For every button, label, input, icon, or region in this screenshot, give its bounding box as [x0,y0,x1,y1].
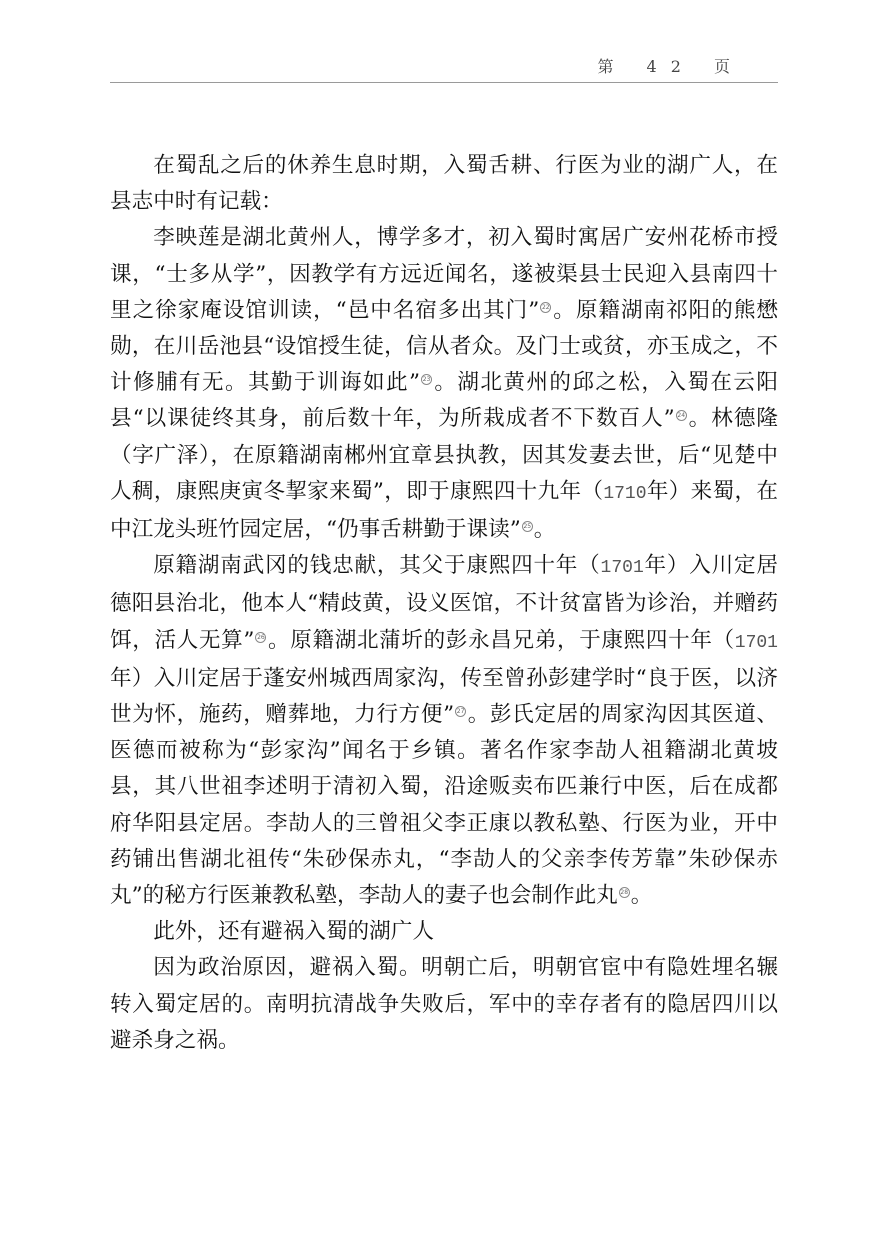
paragraph-text: 。彭氏定居的周家沟因其医道、医德而被称为“彭家沟”闻名于乡镇。著名作家李劼人祖籍湖北黄坡县，其八世祖李述明于清初入蜀，沿途贩卖布匹兼行中医，后在成都府华阳县定居。李劼人的三曾祖父李正康以教私塾、行医为业，开中药铺出售湖北祖传“朱砂保赤丸，“李劼人的父亲李传芳靠”朱砂保赤丸”的秘方行医兼教私塾，李劼人的妻子也会制作此丸 [110,702,778,909]
paragraph-text: 年）入川定居于蓬安州城西周家沟，传至曾孙彭建学时“良于医，以济世为怀，施药，赠葬地，力行方便” [110,665,778,728]
footnote-marker[interactable]: 25 [523,523,532,531]
paragraph [110,950,778,1059]
paragraph-text: 此外，还有避祸入蜀的湖广人 [153,919,434,945]
paragraph [110,148,778,220]
paragraph-text: 因为政治原因，避祸入蜀。明朝亡后，明朝官宦中有隐姓埋名辗转入蜀定居的。南明抗清战争失败后，军中的幸存者有的隐居四川以避杀身之祸。 [110,955,778,1053]
year-number: 1701 [734,632,778,653]
footnote-marker[interactable]: 28 [620,889,629,897]
paragraph-text: 。原籍湖南祁阳的熊懋勋，在川岳池县“设馆授生徒，信从者众。及门士或贫，亦玉成之，不计修脯有无。其勤于训诲如此” [110,297,778,396]
paragraph-text: 。原籍湖北蒲圻的彭永昌兄弟，于康熙四十年（ [267,627,735,653]
footnote-marker[interactable]: 22 [541,303,550,311]
year-number: 1701 [600,558,644,579]
paragraph [110,548,778,914]
paragraph-text: 年）来蜀，在中江龙头班竹园定居，“仍事舌耕勤于课读” [110,478,778,543]
paragraph-text: 在蜀乱之后的休养生息时期，入蜀舌耕、行医为业的湖广人，在县志中时有记载： [110,153,778,215]
paragraph [110,914,778,950]
paragraph-text: 年）入川定居德阳县治北，他本人“精歧黄，设义医馆，不计贫富皆为诊治，并赠药饵，活人无算” [110,553,778,653]
paragraph-text: 。湖北黄州的邱之松，入蜀在云阳县“以课徒终其身，前后数十年，为所栽成者不下数百人” [110,370,778,432]
paragraph-text: 原籍湖南武冈的钱忠献，其父于康熙四十年（ [153,553,601,579]
document-body [110,148,778,1059]
paragraph [110,220,778,548]
year-number: 1710 [603,483,647,504]
page-number: 第 42 页 [597,57,744,76]
footnote-marker[interactable]: 26 [257,633,265,641]
footnote-marker[interactable]: 23 [422,376,431,384]
page-header [110,52,778,83]
paragraph-text: 。 [533,517,556,543]
footnote-marker[interactable]: 27 [456,708,465,716]
footnote-marker[interactable]: 24 [677,412,686,420]
paragraph-text: 。 [630,883,653,909]
paragraph-text: 。林德隆（字广泽），在原籍湖南郴州宜章县执教，因其发妻去世，后“见楚中人稠，康熙庚寅冬挈家来蜀”，即于康熙四十九年（ [110,406,778,504]
paragraph-text: 李映莲是湖北黄州人，博学多才，初入蜀时寓居广安州花桥市授课，“士多从学”，因教学有方远近闻名，遂被渠县士民迎入县南四十里之徐家庵设馆训读，“邑中名宿多出其门” [110,225,778,323]
